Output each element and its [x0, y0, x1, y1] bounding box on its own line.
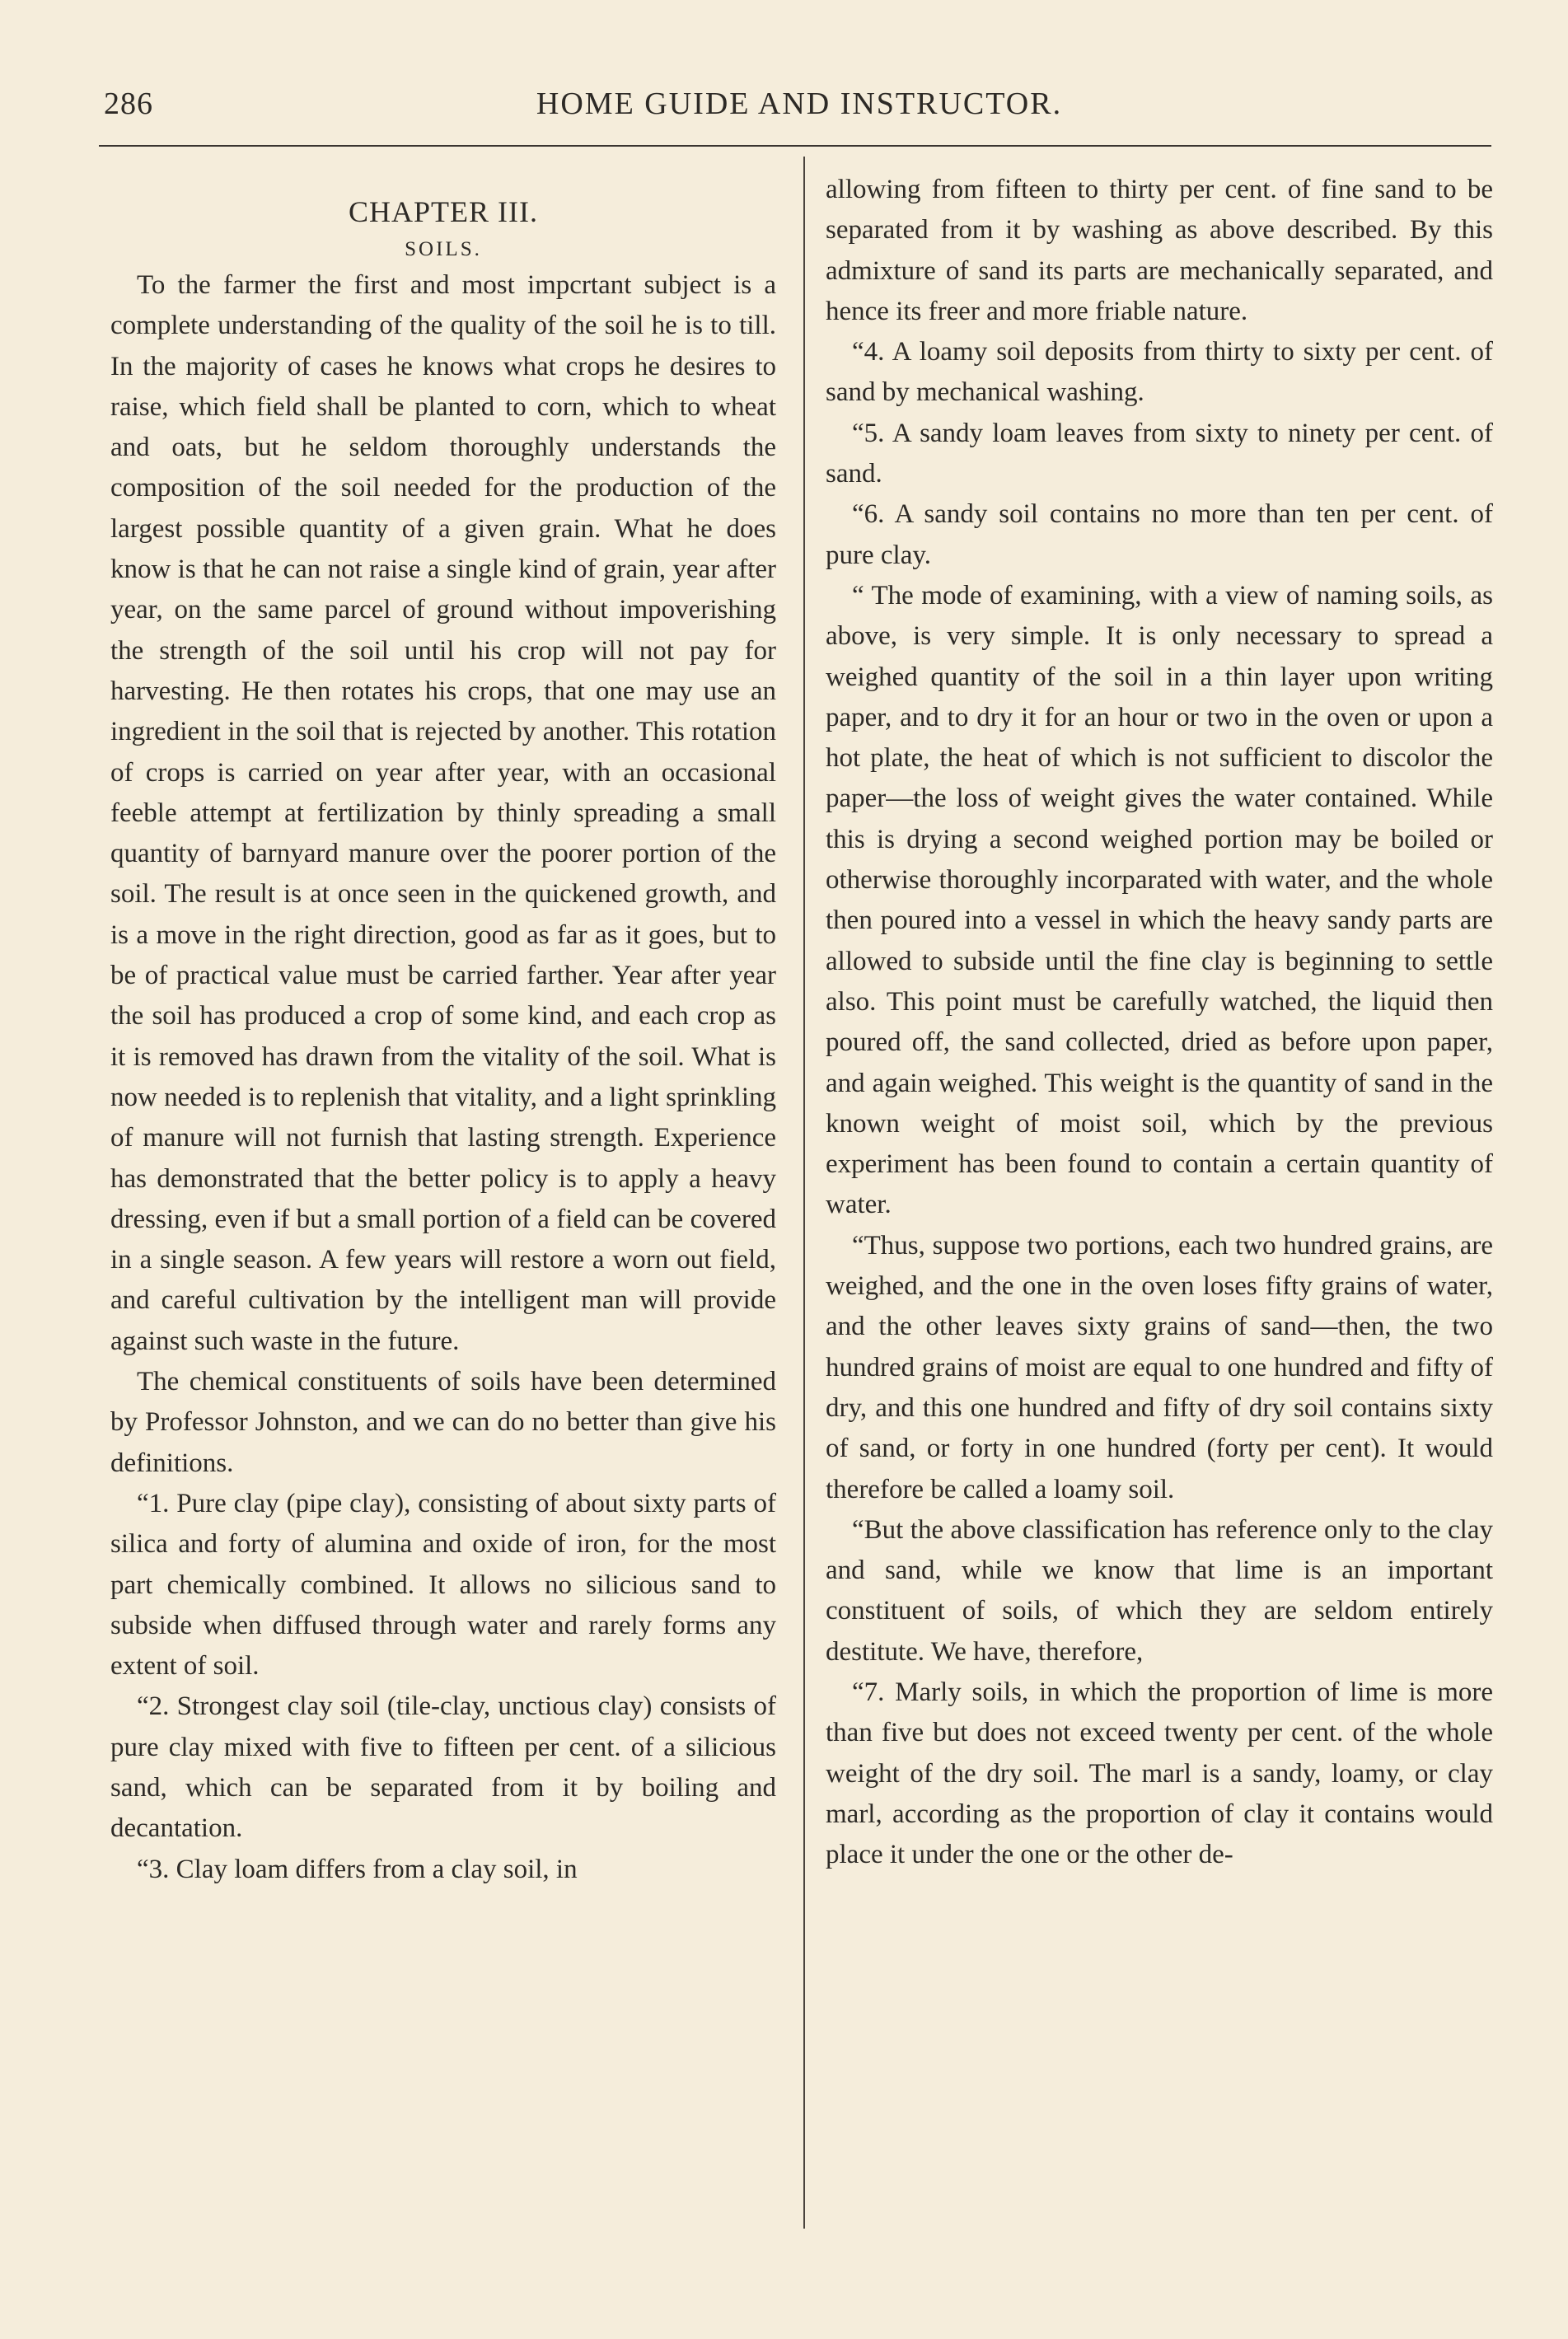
running-title: HOME GUIDE AND INSTRUCTOR.: [536, 87, 1063, 121]
paragraph: “7. Marly soils, in which the proportion of lime is more than five but does not exceed twenty per cent. of the whole weight of the dry soil. The marl is a sandy, loamy, or clay marl, according as the proportion of clay it contains would place it under the one or the other de-: [826, 1677, 1493, 1870]
paragraph: “ The mode of examining, with a view of naming soils, as above, is very simple. It is only necessary to spread a weighed quantity of the soil in a thin layer upon writing paper, and to dry it for an hour or two in the oven or upon a hot plate, the heat of which is not sufficient to discolor the paper—the loss of weight gives the water contained. While this is drying a second weighed portion may be boiled or otherwise thoroughly incorparated with water, and the whole then poured into a vessel in which the heavy sandy parts are allowed to subside until the fine clay is beginning to settle also. This point must be carefully watched, the liquid then poured off, the sand collected, dried as before upon paper, and again weighed. This weight is the quantity of sand in the known weight of moist soil, which by the previous experiment has been found to contain a certain quantity of water.: [826, 580, 1493, 1220]
paragraph: To the farmer the first and most impcrtant subject is a complete understanding of the quality of the soil he is to till. In the majority of cases he knows what crops he desires to raise, which field shall be planted to corn, which to wheat and oats, but he seldom thoroughly understands the composition of the soil needed for the production of the largest possible quantity of a given grain. What he does know is that he can not raise a single kind of grain, year after year, on the same parcel of ground without impoverishing the strength of the soil until his crop will not pay for harvesting. He then rotates his crops, that one may use an ingredient in the soil that is rejected by another. This rotation of crops is carried on year after year, with an occasional feeble attempt at fertilization by thinly spreading a small quantity of barnyard manure over the poorer portion of the soil. The result is at once seen in the quickened growth, and is a move in the right direction, good as far as it goes, but to be of practical value must be carried farther. Year after year the soil has produced a crop of some kind, and each crop as it is removed has drawn from the vitality of the soil. What is now needed is to replenish that vitality, and a light sprinkling of manure will not furnish that lasting strength. Experience has demonstrated that the better policy is to apply a heavy dressing, even if but a small portion of a field can be covered in a single season. A few years will restore a worn out field, and careful cultivation by the intelligent man will provide against such waste in the future.: [110, 270, 776, 1356]
paragraph: allowing from fifteen to thirty per cent. of fine sand to be separated from it by washing as above described. By this admixture of sand its parts are mechanically separated, and hence its freer and more friable nature.: [826, 175, 1493, 326]
paragraph: “3. Clay loam differs from a clay soil, in: [137, 1854, 578, 1884]
page-number: 286: [104, 87, 153, 121]
paragraph: “But the above classification has reference only to the clay and sand, while we know that lime is an important constituent of soils, of which they are seldom entirely destitute. We have, therefore,: [826, 1514, 1493, 1667]
paragraph: “5. A sandy loam leaves from sixty to ninety per cent. of sand.: [826, 418, 1493, 489]
paragraph: “6. A sandy soil contains no more than ten per cent. of pure clay.: [826, 499, 1493, 570]
chapter-title: CHAPTER III.: [349, 195, 538, 228]
paragraph: “Thus, suppose two portions, each two hundred grains, are weighed, and the one in the oven loses fifty grains of water, and the other leaves sixty grains of sand—then, the two hundred grains of moist are equal to one hundred and fifty of dry, and this one hundred and fifty of dry soil contains sixty of sand, or forty in one hundred (forty per cent). It would therefore be called a loamy soil.: [826, 1230, 1493, 1504]
section-title: SOILS.: [405, 238, 482, 260]
paragraph: “2. Strongest clay soil (tile-clay, unctious clay) consists of pure clay mixed with five to fifteen per cent. of a silicious sand, which can be separated from it by boiling and decantation.: [110, 1691, 776, 1844]
running-head: [99, 86, 1500, 135]
paragraph: “4. A loamy soil deposits from thirty to sixty per cent. of sand by mechanical washing.: [826, 337, 1493, 408]
paragraph: “1. Pure clay (pipe clay), consisting of about sixty parts of silica and forty of alumina and oxide of iron, for the most part chemically combined. It allows no silicious sand to subside when diffused through water and rarely forms any extent of soil.: [110, 1488, 776, 1682]
header-rule: [99, 145, 1491, 147]
left-column: [110, 189, 776, 1890]
right-column: [826, 170, 1493, 1875]
column-divider: [803, 157, 805, 2229]
paragraph: The chemical constituents of soils have been determined by Professor Johnston, and we can do no better than give his definitions.: [110, 1367, 776, 1478]
